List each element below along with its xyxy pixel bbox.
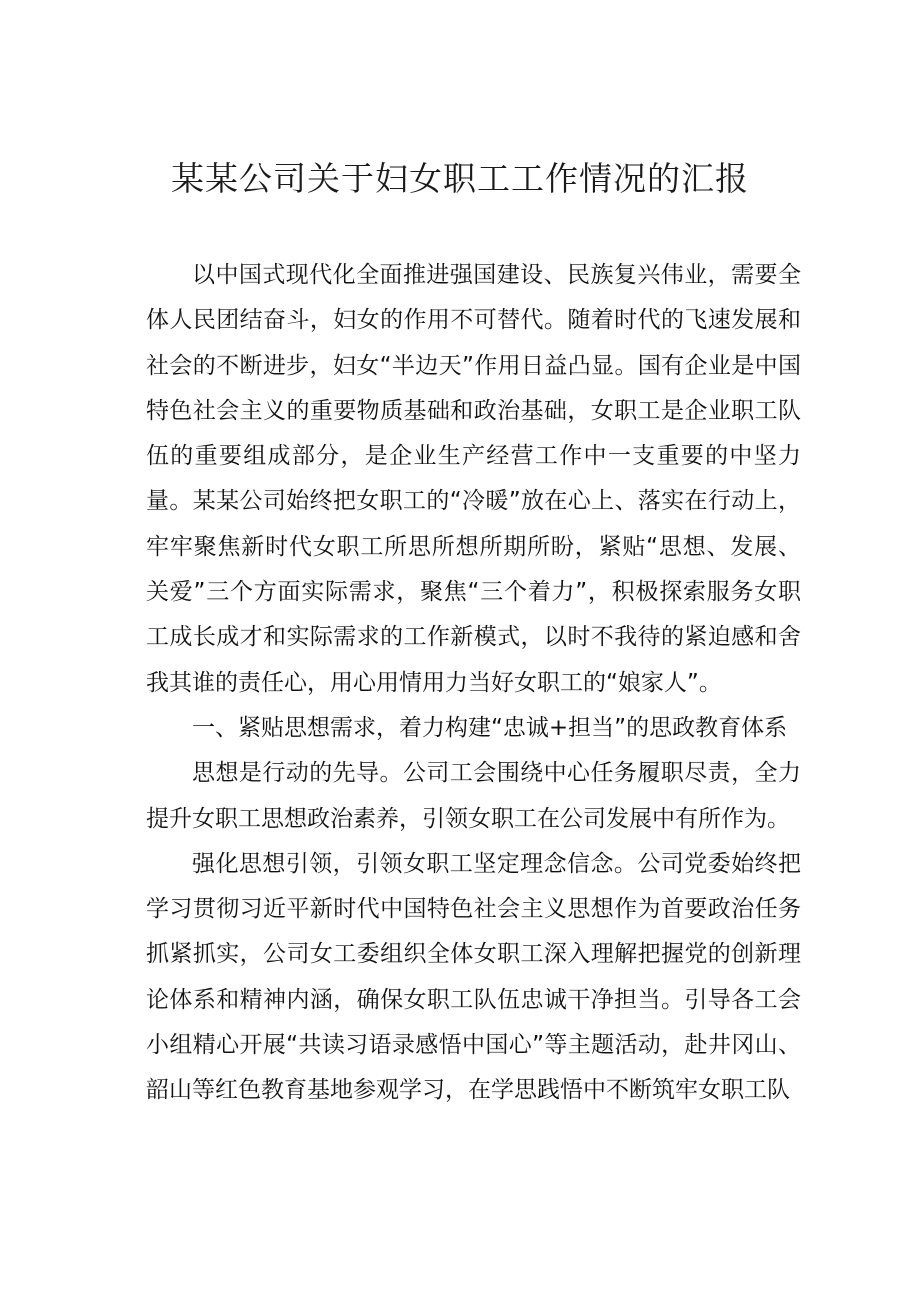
intro-paragraph: 以中国式现代化全面推进强国建设、民族复兴伟业，需要全体人民团结奋斗，妇女的作用不可替代。随着时代的飞速发展和社会的不断进步，妇女“半边天”作用日益凸显。国有企业是中国特色社会主义的重要物质基础和政治基础，女职工是企业职工队伍的重要组成部分，是企业生产经营工作中一支重要的中坚力量。某某公司始终把女职工的“冷暖”放在心上、落实在行动上，牢牢聚焦新时代女职工所思所想所期所盼，紧贴“思想、发展、关爱”三个方面实际需求，聚焦“三个着力”，积极探索服务女职工成长成才和实际需求的工作新模式，以时不我待的紧迫感和舍我其谁的责任心，用心用情用力当好女职工的“娘家人”。	[146, 262, 801, 696]
section-heading-1: 一、紧贴思想需求，着力构建“忠诚+担当”的思政教育体系	[192, 714, 788, 741]
section-1-paragraph-2: 强化思想引领，引领女职工坚定理念信念。公司党委始终把学习贯彻习近平新时代中国特色社会主义思想作为首要政治任务抓紧抓实，公司女工委组织全体女职工深入理解把握党的创新理论体系和精神内涵，确保女职工队伍忠诚干净担当。引导各工会小组精心开展“共读习语录感悟中国心”等主题活动，赴井冈山、韶山等红色教育基地参观学习，在学思践悟中不断筑牢女职工队	[146, 850, 801, 1104]
section-1-paragraph-1: 思想是行动的先导。公司工会围绕中心任务履职尽责，全力提升女职工思想政治素养，引领女职工在公司发展中有所作为。	[146, 760, 801, 832]
document-body	[146, 253, 801, 1114]
document-title: 某某公司关于妇女职工工作情况的汇报	[171, 159, 749, 198]
